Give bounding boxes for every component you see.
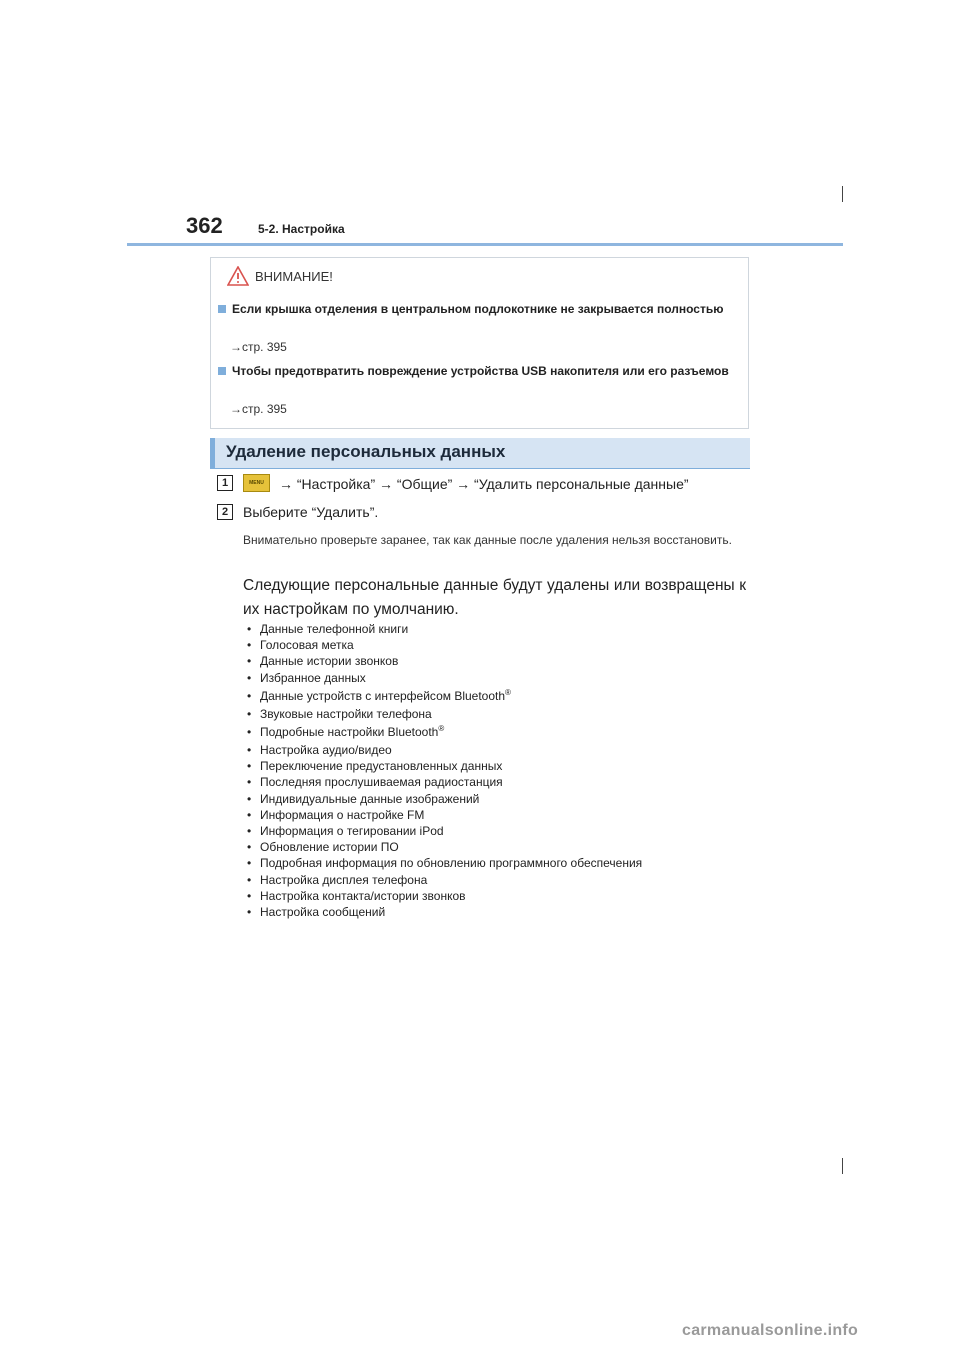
list-item: • Подробные настройки Bluetooth® (247, 724, 445, 740)
watermark: carmanualsonline.info (682, 1322, 859, 1339)
warning-item-heading: Чтобы предотвратить повреждение устройства USB накопителя или его разъемов (232, 364, 729, 378)
deleted-data-list (247, 621, 767, 920)
list-item: • Данные истории звонков (247, 654, 399, 669)
list-item: • Настройка дисплея телефона (247, 872, 428, 887)
list-item: • Переключение предустановленных данных (247, 759, 503, 774)
crop-mark-bottom (842, 1158, 843, 1174)
list-item: • Обновление истории ПО (247, 840, 399, 855)
list-item: • Настройка аудио/видео (247, 743, 392, 758)
section-heading: Удаление персональных данных (226, 442, 506, 461)
list-item: • Информация о тегировании iPod (247, 824, 444, 839)
list-item: • Настройка контакта/истории звонков (247, 888, 466, 903)
warning-item-ref: →стр. 395 (230, 402, 287, 416)
list-item: • Звуковые настройки телефона (247, 706, 432, 721)
section-heading-band (210, 438, 750, 469)
header-divider (127, 243, 843, 246)
bullet-square-icon (218, 367, 226, 375)
list-item: • Информация о настройке FM (247, 807, 425, 822)
section-title: 5-2. Настройка (258, 222, 345, 236)
section-heading-accent (210, 438, 215, 468)
warning-box (210, 257, 749, 429)
crop-mark-top (842, 186, 843, 202)
note-text: Внимательно проверьте заранее, так как данные после удаления нельзя восстановить. (243, 533, 732, 547)
step-number-2: 2 (217, 504, 233, 520)
warning-item-ref: →стр. 395 (230, 340, 287, 354)
warning-item (218, 300, 741, 318)
warning-item (218, 362, 741, 380)
list-item: • Настройка сообщений (247, 905, 386, 920)
step-1-text: → “Настройка” → “Общие” → “Удалить персональные данные” (279, 476, 689, 492)
list-item: • Данные телефонной книги (247, 622, 409, 636)
list-item: • Данные устройств с интерфейсом Bluetooth® (247, 687, 511, 703)
menu-button-icon: MENU (243, 474, 270, 492)
list-item: • Избранное данных (247, 670, 366, 685)
step-number-1: 1 (217, 475, 233, 491)
step-2-text: Выберите “Удалить”. (243, 504, 379, 520)
list-item: • Голосовая метка (247, 638, 354, 653)
list-item: • Индивидуальные данные изображений (247, 791, 480, 806)
list-item: • Подробная информация по обновлению программного обеспечения (247, 856, 643, 871)
warning-header (227, 266, 333, 286)
intro-paragraph: Следующие персональные данные будут удалены или возвращены к их настройкам по умолчанию. (243, 577, 746, 618)
page-number: 362 (186, 213, 223, 238)
warning-item-heading: Если крышка отделения в центральном подлокотнике не закрывается полностью (232, 302, 724, 316)
list-item: • Последняя прослушиваемая радиостанция (247, 775, 503, 790)
warning-triangle-icon (227, 266, 249, 286)
warning-title: ВНИМАНИЕ! (255, 268, 333, 284)
bullet-square-icon (218, 305, 226, 313)
